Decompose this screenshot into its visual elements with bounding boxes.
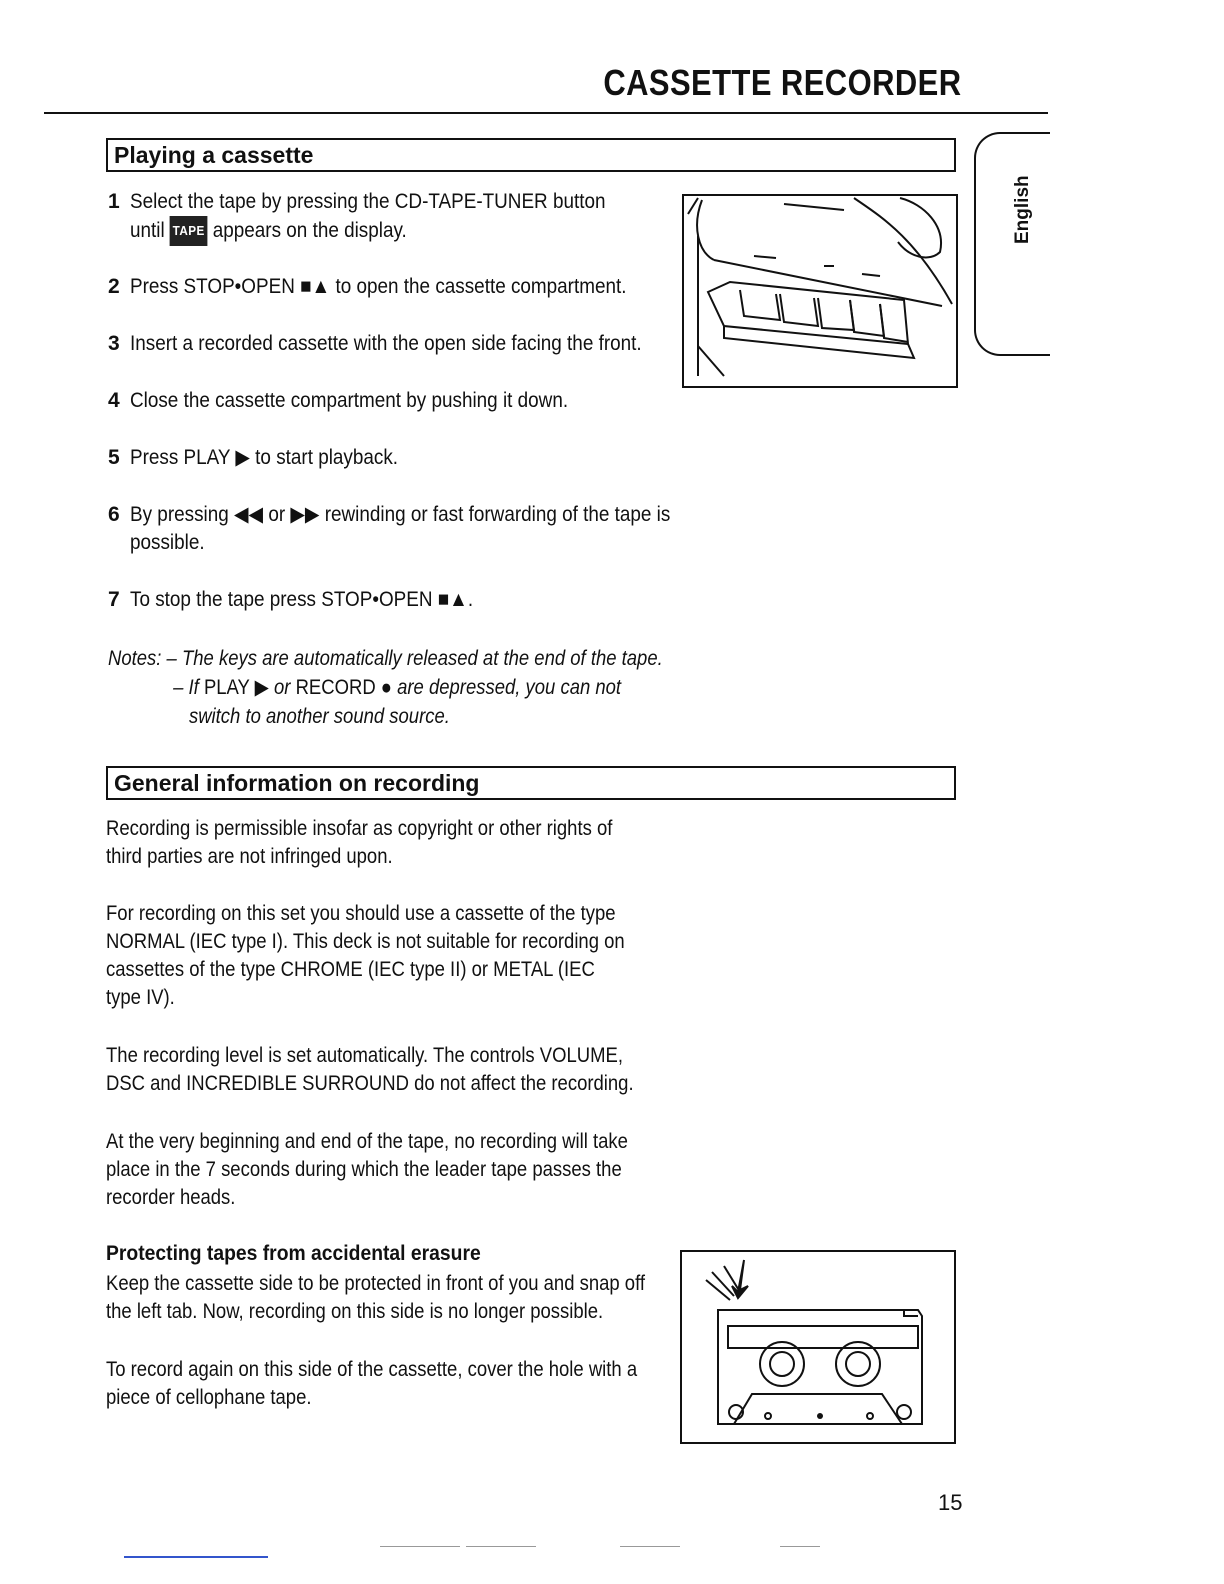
paragraph-line: NORMAL (IEC type I). This deck is not suitable for recording on [106,930,625,953]
protect-paragraph-1 [106,1270,645,1326]
cassette-deck-drawing [684,196,956,386]
paragraph-line: place in the 7 seconds during which the leader tape passes the [106,1158,622,1181]
section-heading-recording [106,766,956,800]
recording-paragraph-2 [106,900,625,1012]
step-number: 5 [108,446,120,469]
step-number: 6 [108,503,120,526]
section-heading-playing [106,138,956,172]
paragraph-line: type IV). [106,986,175,1009]
notes [108,644,663,731]
step-text: until [130,219,165,242]
step-text: Insert a recorded cassette with the open side facing the front. [130,332,642,355]
language-tab-label: English [1012,175,1033,244]
paragraph-line: For recording on this set you should use a cassette of the type [106,902,616,925]
bottom-link-line [124,1556,268,1558]
cassette-drawing [682,1252,954,1442]
step-text: Select the tape by pressing the CD-TAPE-TUNER button [130,190,606,213]
recording-paragraph-3 [106,1042,634,1098]
step-number: 2 [108,275,120,298]
recording-paragraph-4 [106,1128,628,1212]
page-title: CASSETTE RECORDER [603,62,962,103]
cassette-tab-illustration [680,1250,956,1444]
notes-line: – If [173,676,199,699]
protect-paragraph-2 [106,1356,637,1412]
protect-heading: Protecting tapes from accidental erasure [106,1242,481,1265]
scan-artifact [620,1546,680,1547]
notes-record: RECORD ● [295,676,392,699]
step-text: Press STOP•OPEN ■▲ to open the cassette compartment. [130,275,627,298]
notes-line: – The keys are automatically released at the end of the tape. [166,647,663,670]
step-text: appears on the display. [212,219,407,242]
paragraph-line: third parties are not infringed upon. [106,845,393,868]
step-text: Press PLAY ▶ to start playback. [130,446,399,469]
paragraph-line: Keep the cassette side to be protected in front of you and snap off [106,1272,646,1295]
paragraph-line: recorder heads. [106,1186,236,1209]
step-number: 3 [108,332,120,355]
scan-artifact [380,1546,460,1547]
step-number: 4 [108,389,120,412]
section-heading-playing-text: Playing a cassette [114,142,314,168]
step-text: possible. [130,531,205,554]
paragraph-line: To record again on this side of the cassette, cover the hole with a [106,1358,638,1381]
notes-label: Notes: [108,647,162,670]
scan-artifact [466,1546,536,1547]
section-heading-recording-text: General information on recording [114,770,480,796]
scan-artifact [780,1546,820,1547]
step-text: To stop the tape press STOP•OPEN ■▲. [130,588,474,611]
notes-play: PLAY ▶ [203,676,269,699]
tape-display-badge: TAPE [170,216,208,246]
step-6 [108,501,748,557]
paragraph-line: The recording level is set automatically. The controls VOLUME, [106,1044,623,1067]
notes-line: switch to another sound source. [188,705,450,728]
step-number: 1 [108,190,120,213]
page-number: 15 [938,1490,963,1515]
paragraph-line: At the very beginning and end of the tape, no recording will take [106,1130,628,1153]
step-text: Close the cassette compartment by pushing it down. [130,389,569,412]
step-number: 7 [108,588,120,611]
recording-paragraph-1 [106,815,612,871]
step-text: By pressing ◀◀ or ▶▶ rewinding or fast forwarding of the tape is [130,503,671,526]
paragraph-line: the left tab. Now, recording on this side is no longer possible. [106,1300,604,1323]
notes-line: or [273,676,291,699]
paragraph-line: Recording is permissible insofar as copyright or other rights of [106,817,613,840]
title-rule [44,112,1048,114]
notes-line: are depressed, you can not [397,676,622,699]
cassette-deck-illustration [682,194,958,388]
paragraph-line: piece of cellophane tape. [106,1386,312,1409]
paragraph-line: DSC and INCREDIBLE SURROUND do not affect the recording. [106,1072,634,1095]
step-1 [108,188,748,244]
paragraph-line: cassettes of the type CHROME (IEC type II) or METAL (IEC [106,958,595,981]
language-tab [974,132,1050,356]
